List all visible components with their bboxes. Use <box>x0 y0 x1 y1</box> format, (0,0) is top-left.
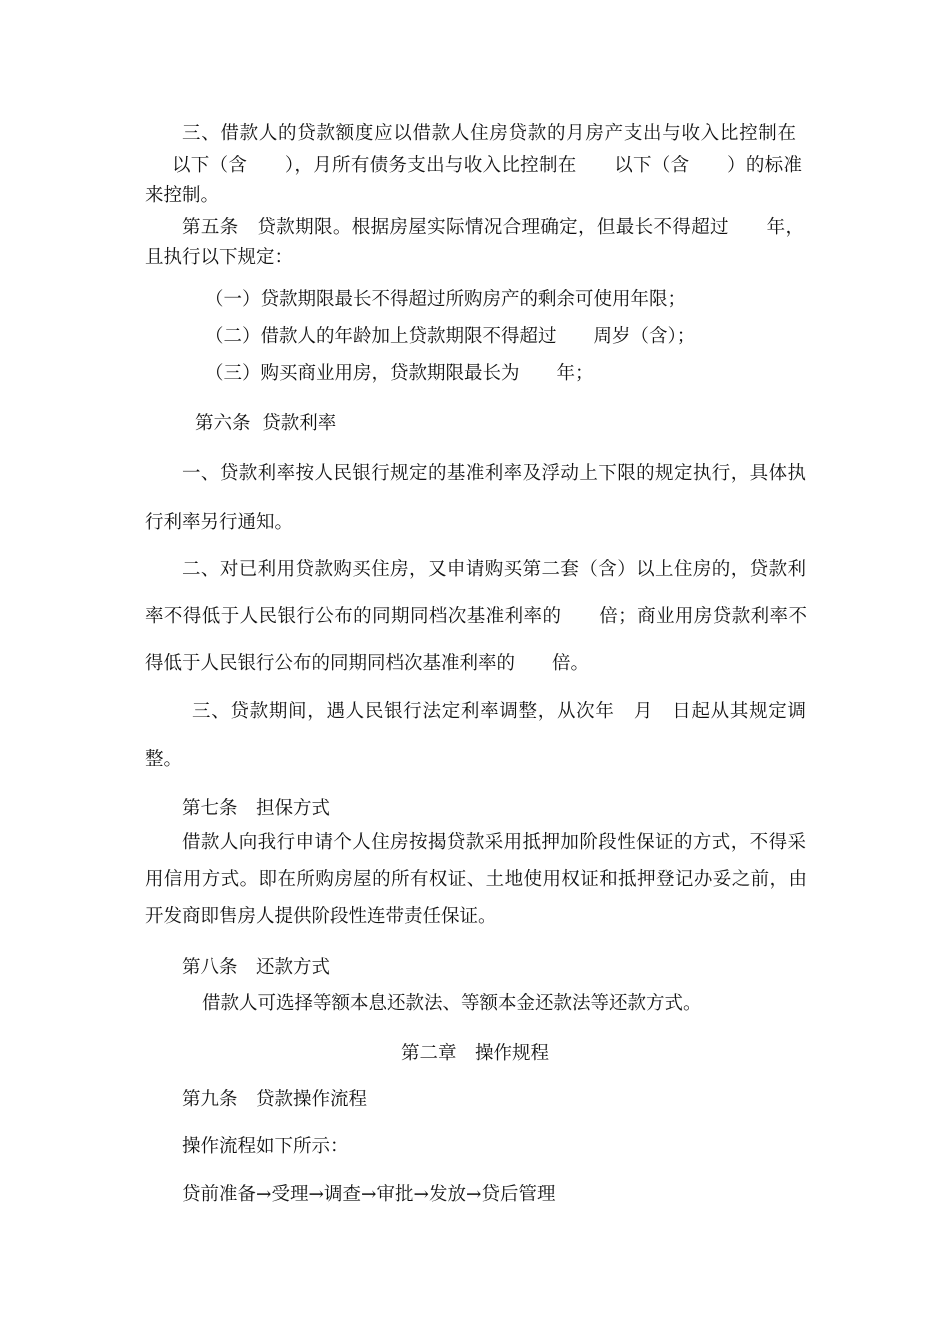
text-line: 整。 <box>145 749 183 770</box>
article-6-heading: 第六条 贷款利率 <box>195 413 337 434</box>
text-line: 一、贷款利率按人民银行规定的基准利率及浮动上下限的规定执行，具体执 <box>182 463 806 484</box>
text-line: 开发商即售房人提供阶段性连带责任保证。 <box>145 906 497 927</box>
list-item: （二）借款人的年龄加上贷款期限不得超过 周岁（含）； <box>205 326 696 347</box>
text-line: 三、贷款期间，遇人民银行法定利率调整，从次年 月 日起从其规定调 <box>192 701 806 722</box>
process-flow: 贷前准备→受理→调查→审批→发放→贷后管理 <box>182 1184 556 1205</box>
text-line: 行利率另行通知。 <box>145 512 294 533</box>
article-9-heading: 第九条 贷款操作流程 <box>182 1089 368 1110</box>
text-line: 且执行以下规定： <box>145 247 294 268</box>
article-7-heading: 第七条 担保方式 <box>182 798 331 819</box>
text-line: 以下（含 ），月所有债务支出与收入比控制在 以下（含 ）的标准 <box>172 155 802 176</box>
article-8-heading: 第八条 还款方式 <box>182 957 331 978</box>
text-line: 借款人可选择等额本息还款法、等额本金还款法等还款方式。 <box>202 993 702 1014</box>
list-item: （一）贷款期限最长不得超过所购房产的剩余可使用年限； <box>205 289 687 310</box>
text-line: 用信用方式。即在所购房屋的所有权证、土地使用权证和抵押登记办妥之前，由 <box>145 869 807 890</box>
chapter-heading: 第二章 操作规程 <box>400 1043 549 1064</box>
text-line: 借款人向我行申请个人住房按揭贷款采用抵押加阶段性保证的方式，不得采 <box>182 832 806 853</box>
text-line: 操作流程如下所示： <box>182 1136 349 1157</box>
list-item: （三）购买商业用房，贷款期限最长为 年； <box>205 363 594 384</box>
text-line: 率不得低于人民银行公布的同期同档次基准利率的 倍；商业用房贷款利率不 <box>145 606 807 627</box>
text-line: 三、借款人的贷款额度应以借款人住房贷款的月房产支出与收入比控制在 <box>182 123 796 144</box>
article-5-heading: 第五条 贷款期限。根据房屋实际情况合理确定，但最长不得超过 年， <box>182 217 804 238</box>
text-line: 来控制。 <box>145 185 220 206</box>
text-line: 二、对已利用贷款购买住房，又申请购买第二套（含）以上住房的，贷款利 <box>182 559 806 580</box>
text-line: 得低于人民银行公布的同期同档次基准利率的 倍。 <box>145 653 590 674</box>
